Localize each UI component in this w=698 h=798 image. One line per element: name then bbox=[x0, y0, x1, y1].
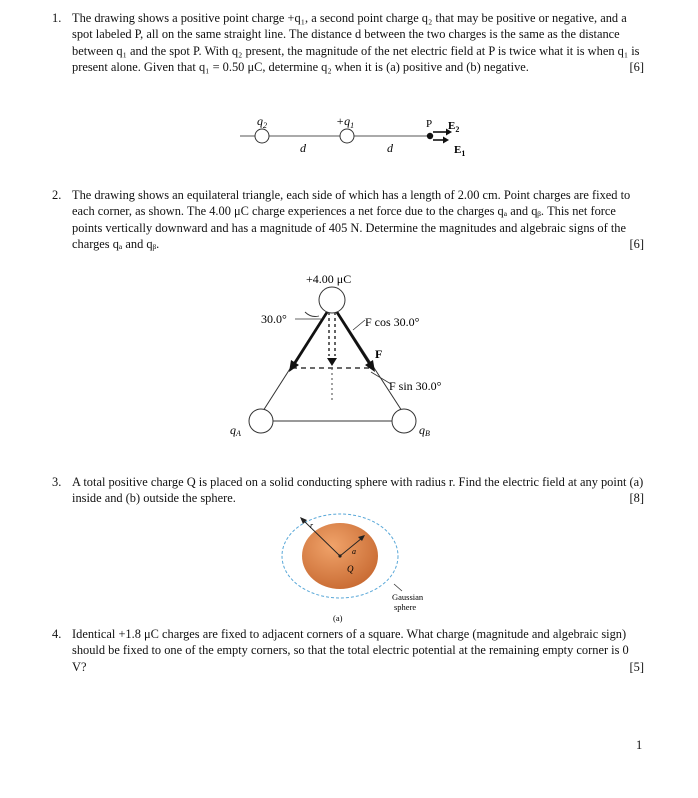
fsin-leader bbox=[371, 372, 391, 384]
question-3 bbox=[52, 474, 644, 507]
label-d-left: d bbox=[300, 141, 306, 155]
charge-q2 bbox=[255, 129, 269, 143]
question-text: The drawing shows an equilateral triangle, each side of which has a length of 2.00 cm. Point charges are fixed to each corner, as shown. The 4.00 μC charge experiences a net force due to the charges qₐ and qᵦ. This net force points vertically downward and has a magnitude of 405 N. Determine the magnitudes and algebraic signs of the charges qₐ and qᵦ. bbox=[72, 188, 631, 252]
question-number: 4. bbox=[52, 627, 62, 641]
page-number: 1 bbox=[636, 738, 643, 752]
label-qa: qA bbox=[230, 423, 241, 438]
charge-q1 bbox=[340, 129, 354, 143]
question-marks: [5] bbox=[629, 659, 644, 674]
angle-arc bbox=[305, 312, 319, 317]
label-gaussian-1: Gaussian bbox=[392, 592, 424, 602]
label-r: r bbox=[310, 521, 314, 530]
gaussian-leader bbox=[394, 584, 402, 591]
question-marks: [6] bbox=[629, 60, 644, 75]
figure-1-diagram bbox=[230, 112, 490, 168]
question-text: Identical +1.8 μC charges are fixed to adjacent corners of a square. What charge (magnitude and algebraic sign) should be fixed to one of the empty corners, so that the total electric potential at the remaining empty corner is 0 V? bbox=[72, 627, 629, 674]
question-marks: [6] bbox=[629, 237, 644, 252]
label-fsin: F sin 30.0° bbox=[389, 379, 442, 393]
question-text: A total positive charge Q is placed on a solid conducting sphere with radius r. Find the electric field at any point (a) inside and (b) outside the sphere. bbox=[72, 475, 644, 506]
label-q: Q bbox=[347, 564, 354, 574]
question-1 bbox=[52, 10, 644, 76]
label-e1: $E_1$ bbox=[454, 144, 466, 158]
question-4 bbox=[52, 626, 644, 675]
vertical-component-head bbox=[327, 358, 337, 366]
question-number: 3. bbox=[52, 475, 62, 489]
charge-top bbox=[319, 287, 345, 313]
figure-3-sphere bbox=[270, 508, 450, 624]
question-number: 1. bbox=[52, 11, 62, 25]
fcos-leader bbox=[353, 320, 365, 330]
label-a: a bbox=[352, 547, 356, 556]
point-p-dot bbox=[427, 133, 433, 139]
question-number: 2. bbox=[52, 188, 62, 202]
question-text: The drawing shows a positive point charge +q₁, a second point charge q₂ that may be positive or negative, and a spot labeled P, all on the same straight line. The distance d between the two charges is the same as the distance between q₁ and the spot P. With q₂ present, the magnitude of the net electric field at P is twice what it is when q₁ is present alone. Given that q₁ = 0.50 μC, determine q₂ when it is (a) positive and (b) negative. bbox=[72, 11, 640, 75]
label-q1: $+q_1$ bbox=[336, 114, 355, 130]
label-p: P bbox=[426, 118, 433, 130]
label-q2: $q_2$ bbox=[257, 114, 267, 130]
figure-2-triangle bbox=[225, 268, 455, 448]
label-f: F bbox=[375, 347, 383, 361]
charge-qa bbox=[249, 409, 273, 433]
arrow-e1-head bbox=[443, 137, 449, 144]
question-marks: [8] bbox=[629, 491, 644, 506]
label-d-right: d bbox=[387, 141, 393, 155]
question-2 bbox=[52, 187, 644, 253]
label-angle: 30.0° bbox=[261, 312, 287, 326]
charge-qb bbox=[392, 409, 416, 433]
figure-caption: (a) bbox=[333, 613, 343, 623]
label-gaussian-2: sphere bbox=[394, 602, 417, 612]
sphere-center bbox=[338, 554, 341, 557]
force-left bbox=[293, 306, 331, 366]
label-fcos: F cos 30.0° bbox=[365, 315, 420, 329]
label-top-charge: +4.00 μC bbox=[306, 272, 352, 286]
label-e2: $E_2$ bbox=[448, 120, 460, 134]
label-qb: qB bbox=[419, 423, 430, 438]
